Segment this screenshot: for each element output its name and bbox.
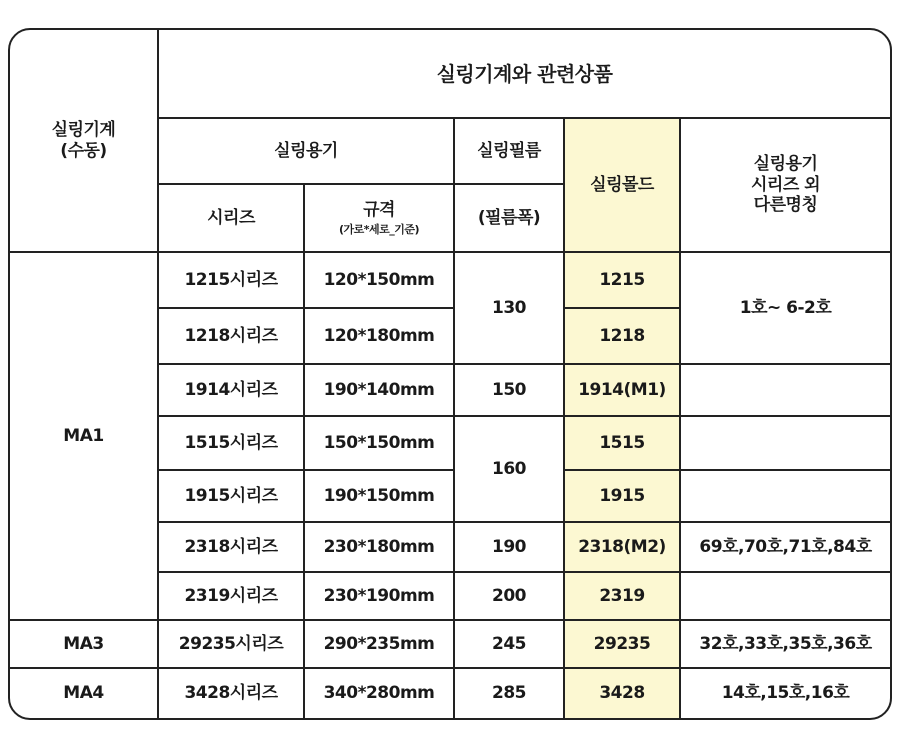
other-cell — [680, 416, 890, 470]
mold-cell: 2319 — [564, 572, 680, 620]
header-related-products: 실링기계와 관련상품 — [158, 30, 890, 118]
spec-cell: 120*150mm — [304, 252, 454, 308]
header-machine-line1: 실링기계 — [51, 120, 116, 141]
other-cell: 14호,15호,16호 — [680, 668, 890, 718]
other-cell — [680, 470, 890, 522]
series-cell: 1215시리즈 — [158, 252, 304, 308]
header-spec-label: 규격 — [363, 200, 395, 221]
spec-cell: 190*150mm — [304, 470, 454, 522]
header-container: 실링용기 — [158, 118, 454, 184]
mold-cell: 1515 — [564, 416, 680, 470]
mold-cell: 1215 — [564, 252, 680, 308]
series-cell: 2318시리즈 — [158, 522, 304, 572]
other-cell — [680, 364, 890, 416]
series-cell: 1915시리즈 — [158, 470, 304, 522]
spec-cell: 190*140mm — [304, 364, 454, 416]
series-cell: 1515시리즈 — [158, 416, 304, 470]
header-mold: 실링몰드 — [564, 118, 680, 252]
sealing-product-table — [10, 30, 890, 718]
mold-cell: 29235 — [564, 620, 680, 668]
header-machine — [10, 30, 158, 252]
header-film-width: (필름폭) — [454, 184, 564, 252]
film-cell: 200 — [454, 572, 564, 620]
table-row — [10, 668, 890, 718]
series-cell: 1218시리즈 — [158, 308, 304, 364]
mold-cell: 1914(M1) — [564, 364, 680, 416]
table-row — [10, 252, 890, 308]
mold-cell: 2318(M2) — [564, 522, 680, 572]
series-cell: 29235시리즈 — [158, 620, 304, 668]
machine-cell: MA3 — [10, 620, 158, 668]
other-cell: 32호,33호,35호,36호 — [680, 620, 890, 668]
spec-cell: 340*280mm — [304, 668, 454, 718]
machine-cell: MA1 — [10, 252, 158, 620]
mold-cell: 1218 — [564, 308, 680, 364]
header-film: 실링필름 — [454, 118, 564, 184]
other-cell — [680, 572, 890, 620]
other-cell: 69호,70호,71호,84호 — [680, 522, 890, 572]
film-cell: 285 — [454, 668, 564, 718]
spec-cell: 150*150mm — [304, 416, 454, 470]
film-cell: 190 — [454, 522, 564, 572]
series-cell: 1914시리즈 — [158, 364, 304, 416]
header-other-line1: 실링용기 — [753, 154, 818, 175]
film-cell: 160 — [454, 416, 564, 522]
film-cell: 130 — [454, 252, 564, 364]
machine-cell: MA4 — [10, 668, 158, 718]
header-other-line3: 다른명칭 — [753, 195, 818, 216]
mold-cell: 3428 — [564, 668, 680, 718]
spec-cell: 290*235mm — [304, 620, 454, 668]
header-spec-note: (가로*세로_기준) — [338, 222, 420, 236]
other-cell: 1호~ 6-2호 — [680, 252, 890, 364]
series-cell: 2319시리즈 — [158, 572, 304, 620]
spec-cell: 230*190mm — [304, 572, 454, 620]
film-cell: 245 — [454, 620, 564, 668]
spec-cell: 230*180mm — [304, 522, 454, 572]
header-machine-line2: (수동) — [60, 140, 107, 161]
product-table-frame — [8, 28, 892, 720]
film-cell: 150 — [454, 364, 564, 416]
table-row — [10, 620, 890, 668]
series-cell: 3428시리즈 — [158, 668, 304, 718]
header-spec — [304, 184, 454, 252]
spec-cell: 120*180mm — [304, 308, 454, 364]
mold-cell: 1915 — [564, 470, 680, 522]
header-other-names — [680, 118, 890, 252]
header-other-line2: 시리즈 외 — [750, 174, 821, 195]
header-series: 시리즈 — [158, 184, 304, 252]
